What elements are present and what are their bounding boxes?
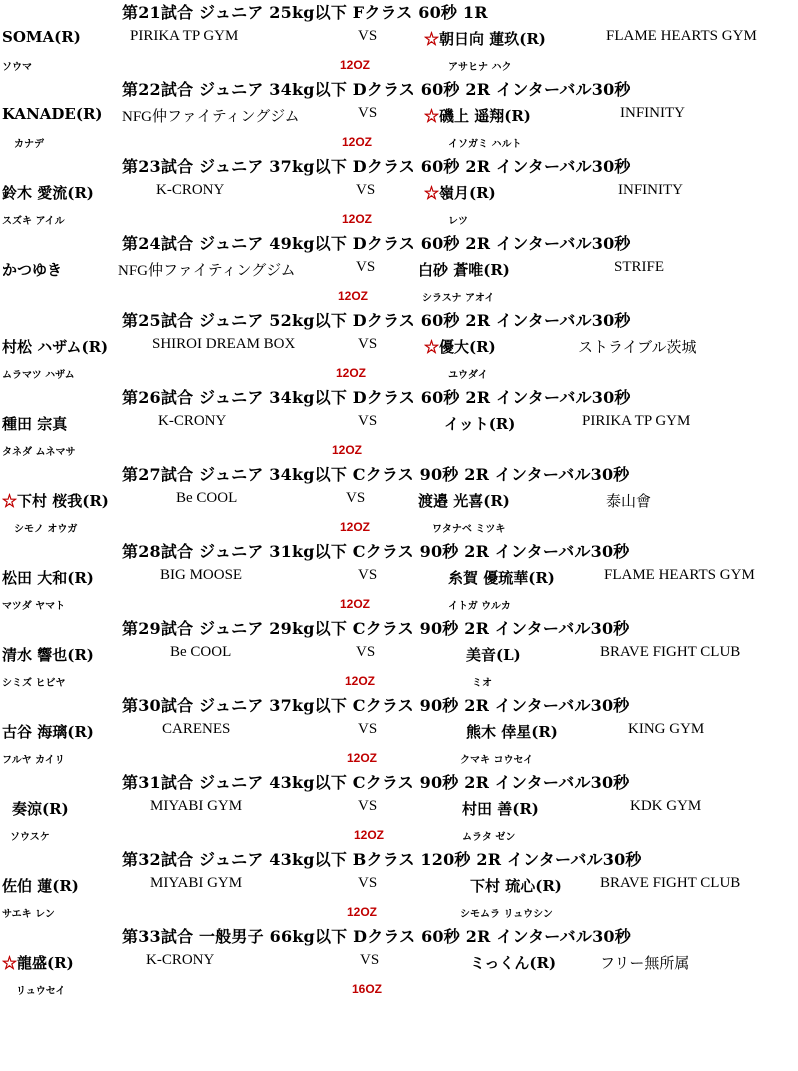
left-fighter-name: 村松 ハザム(R) [2,338,109,356]
bout-title: 第31試合 ジュニア 43kg以下 Cクラス 90秒 2R インターバル30秒 [122,773,630,792]
left-fighter-name: SOMA(R) [2,28,81,46]
right-fighter-gym: ストライブル茨城 [578,340,697,356]
left-fighter-gym: K-CRONY [146,952,215,968]
star-icon: ☆ [2,492,18,510]
left-fighter-gym: Be COOL [170,644,232,660]
left-fighter-kana: リュウセイ [16,986,66,997]
left-fighter-name: 奏涼(R) [12,800,69,818]
bout-title: 第33試合 一般男子 66kg以下 Dクラス 60秒 2R インターバル30秒 [122,927,631,946]
bout-block [0,308,798,385]
left-fighter-kana: シミズ ヒビヤ [2,678,66,689]
bout-block [0,154,798,231]
right-fighter-kana: ユウダイ [448,370,488,381]
bout-title: 第27試合 ジュニア 34kg以下 Cクラス 90秒 2R インターバル30秒 [122,465,630,484]
bout-block [0,462,798,539]
star-icon: ☆ [424,338,440,356]
bout-block [0,693,798,770]
right-fighter-gym: KDK GYM [630,798,702,814]
glove-weight: 12OZ [340,58,371,72]
right-fighter-gym: FLAME HEARTS GYM [606,28,757,44]
left-fighter-gym: SHIROI DREAM BOX [152,336,296,352]
right-fighter-gym: KING GYM [628,721,705,737]
left-fighter-name: 清水 響也(R) [2,646,94,664]
bout-title: 第24試合 ジュニア 49kg以下 Dクラス 60秒 2R インターバル30秒 [122,234,631,253]
left-fighter-name: 古谷 海璃(R) [2,723,94,741]
right-fighter-name: 白砂 蒼唯(R) [418,261,510,279]
bout-title: 第21試合 ジュニア 25kg以下 Fクラス 60秒 1R [122,3,488,22]
versus-label: VS [356,259,376,275]
left-fighter-gym: PIRIKA TP GYM [130,28,239,44]
right-fighter-kana: ミオ [472,678,492,689]
left-fighter-name: ☆下村 桜我(R) [2,492,109,510]
bout-block [0,770,798,847]
glove-weight: 12OZ [354,828,385,842]
right-fighter-gym: PIRIKA TP GYM [582,413,691,429]
left-fighter-gym: MIYABI GYM [150,798,243,814]
glove-weight: 12OZ [347,905,378,919]
right-fighter-gym: INFINITY [618,182,683,198]
left-fighter-name: 鈴木 愛流(R) [2,184,94,202]
right-fighter-name: 熊木 倖星(R) [466,723,558,741]
left-fighter-kana: ソウスケ [10,832,50,843]
right-fighter-gym: BRAVE FIGHT CLUB [600,875,741,891]
left-fighter-gym: K-CRONY [158,413,227,429]
versus-label: VS [360,952,380,968]
bout-title: 第32試合 ジュニア 43kg以下 Bクラス 120秒 2R インターバル30秒 [122,850,642,869]
left-fighter-gym: NFG仲ファイティングジム [118,263,296,279]
versus-label: VS [358,28,378,44]
bout-block [0,847,798,924]
left-fighter-kana: スズキ アイル [2,216,65,227]
right-fighter-kana: ワタナベ ミツキ [432,524,506,535]
left-fighter-kana: ムラマツ ハザム [2,370,75,381]
left-fighter-kana: タネダ ムネマサ [2,447,76,458]
left-fighter-kana: マツダ ヤマト [2,601,66,612]
right-fighter-kana: イソガミ ハルト [448,139,522,150]
left-fighter-kana: カナデ [14,139,44,150]
versus-label: VS [346,490,366,506]
bout-block [0,385,798,462]
right-fighter-name: ☆優大(R) [424,338,496,356]
left-fighter-gym: Be COOL [176,490,238,506]
bout-title: 第29試合 ジュニア 29kg以下 Cクラス 90秒 2R インターバル30秒 [122,619,630,638]
right-fighter-name: イット(R) [444,415,516,433]
left-fighter-gym: BIG MOOSE [160,567,243,583]
glove-weight: 12OZ [332,443,363,457]
right-fighter-gym: フリー無所属 [600,956,690,972]
right-fighter-gym: STRIFE [614,259,665,275]
right-fighter-gym: BRAVE FIGHT CLUB [600,644,741,660]
star-icon: ☆ [424,30,440,48]
glove-weight: 12OZ [347,751,378,765]
right-fighter-gym: FLAME HEARTS GYM [604,567,755,583]
right-fighter-name: ミっくん(R) [470,954,557,972]
right-fighter-name: 下村 琉心(R) [470,877,562,895]
bout-title: 第28試合 ジュニア 31kg以下 Cクラス 90秒 2R インターバル30秒 [122,542,630,561]
left-fighter-kana: ソウマ [2,62,32,73]
glove-weight: 12OZ [336,366,367,380]
glove-weight: 12OZ [340,597,371,611]
versus-label: VS [358,875,378,891]
glove-weight: 12OZ [342,212,373,226]
right-fighter-kana: シラスナ アオイ [422,293,495,304]
bout-title: 第22試合 ジュニア 34kg以下 Dクラス 60秒 2R インターバル30秒 [122,80,631,99]
right-fighter-name: 美音(L) [466,646,521,664]
right-fighter-gym: 泰山會 [606,494,652,510]
right-fighter-name: ☆磯上 遥翔(R) [424,107,531,125]
bout-title: 第26試合 ジュニア 34kg以下 Dクラス 60秒 2R インターバル30秒 [122,388,631,407]
star-icon: ☆ [424,184,440,202]
right-fighter-name: ☆朝日向 蓮玖(R) [424,30,546,48]
glove-weight: 12OZ [340,520,371,534]
left-fighter-kana: サエキ レン [2,909,55,920]
bout-block [0,539,798,616]
glove-weight: 16OZ [352,982,383,996]
versus-label: VS [358,798,378,814]
star-icon: ☆ [2,954,18,972]
bout-block [0,231,798,308]
left-fighter-gym: CARENES [162,721,231,737]
right-fighter-name: 糸賀 優琉華(R) [448,569,555,587]
bout-block [0,616,798,693]
versus-label: VS [358,721,378,737]
right-fighter-kana: イトガ ウルカ [448,601,511,612]
right-fighter-name: 渡邉 光喜(R) [418,492,510,510]
star-icon: ☆ [424,107,440,125]
versus-label: VS [358,413,378,429]
glove-weight: 12OZ [338,289,369,303]
glove-weight: 12OZ [342,135,373,149]
right-fighter-name: ☆嶺月(R) [424,184,496,202]
versus-label: VS [358,336,378,352]
versus-label: VS [358,105,378,121]
right-fighter-kana: シモムラ リュウシン [460,909,553,920]
right-fighter-kana: ムラタ ゼン [462,832,516,843]
left-fighter-name: 種田 宗真 [2,415,68,433]
versus-label: VS [356,644,376,660]
left-fighter-name: 佐伯 蓮(R) [2,877,79,895]
left-fighter-kana: フルヤ カイリ [2,755,65,766]
versus-label: VS [356,182,376,198]
right-fighter-name: 村田 善(R) [462,800,539,818]
bout-title: 第30試合 ジュニア 37kg以下 Cクラス 90秒 2R インターバル30秒 [122,696,630,715]
left-fighter-name: かつゆき [2,261,63,279]
right-fighter-kana: アサヒナ ハク [448,62,512,73]
left-fighter-name: 松田 大和(R) [2,569,94,587]
bout-block [0,77,798,154]
left-fighter-name: KANADE(R) [2,105,103,123]
glove-weight: 12OZ [345,674,376,688]
left-fighter-gym: MIYABI GYM [150,875,243,891]
bout-title: 第25試合 ジュニア 52kg以下 Dクラス 60秒 2R インターバル30秒 [122,311,631,330]
versus-label: VS [358,567,378,583]
right-fighter-kana: レツ [448,216,468,227]
left-fighter-gym: K-CRONY [156,182,225,198]
bout-block [0,924,798,1001]
bout-title: 第23試合 ジュニア 37kg以下 Dクラス 60秒 2R インターバル30秒 [122,157,631,176]
left-fighter-name: ☆龍盛(R) [2,954,74,972]
bout-block [0,0,798,77]
right-fighter-kana: クマキ コウセイ [460,755,534,766]
left-fighter-kana: シモノ オウガ [14,524,78,535]
right-fighter-gym: INFINITY [620,105,685,121]
left-fighter-gym: NFG仲ファイティングジム [122,109,300,125]
